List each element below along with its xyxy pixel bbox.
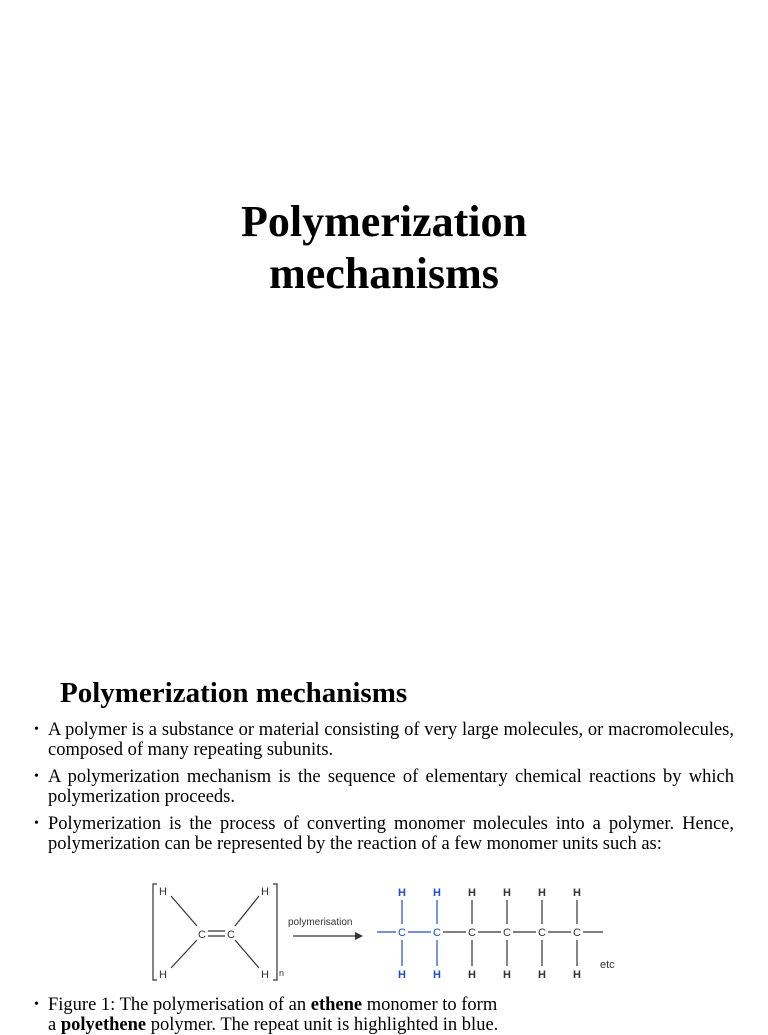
chain-hydrogen-label: H [398,887,406,899]
monomer-c-left: C [198,929,206,941]
monomer-h-top-left: H [159,886,167,898]
chain-carbon-label: C [503,927,511,939]
bullet-dot: • [34,816,39,831]
reaction-arrow [293,932,363,940]
chain-carbon-label: C [538,927,546,939]
chain-hydrogen-label: H [538,969,546,981]
slide-title-line-2: mechanisms [269,249,499,298]
chain-hydrogen-label: H [433,887,441,899]
chain-hydrogen-label: H [433,969,441,981]
caption-part: Figure 1: The polymerisation of an [48,995,311,1015]
chain-carbon-label: C [573,927,581,939]
arrow-label: polymerisation [288,917,353,928]
slide-title [0,196,768,300]
bullet-dot: • [34,722,39,737]
section-heading: Polymerization mechanisms [60,677,408,709]
polyethene-chain [377,887,603,981]
monomer-h-top-right: H [261,886,269,898]
monomer-subscript-n: n [279,968,285,978]
monomer-h-bottom-right: H [261,969,269,981]
chain-hydrogen-label: H [503,969,511,981]
bullet-item [34,995,734,1035]
bullet-dot: • [34,997,39,1012]
figure-caption [34,995,734,1035]
caption-ethene: ethene [310,995,363,1015]
chain-hydrogen-label: H [573,887,581,899]
caption-polyethene: polyethene [60,1015,147,1035]
ethene-monomer [153,884,277,980]
polymerisation-figure [145,878,625,988]
slide-title-line-1: Polymerization [241,197,527,246]
chain-hydrogen-label: H [573,969,581,981]
etc-label: etc [600,959,615,971]
chain-hydrogen-label: H [398,969,406,981]
bullet-dot: • [34,769,39,784]
chain-hydrogen-label: H [468,887,476,899]
chain-carbon-label: C [398,927,406,939]
bullet-text: A polymerization mechanism is the sequence of elementary chemical reactions by which polymerization proceeds. [48,767,734,807]
monomer-h-bottom-left: H [159,969,167,981]
caption-part: a [48,1015,61,1035]
caption-text [48,995,734,1035]
caption-part: monomer to form [362,995,498,1015]
chain-hydrogen-label: H [538,887,546,899]
bullet-text: A polymer is a substance or material consisting of very large molecules, or macromolecules, composed of many repeating subunits. [48,720,734,760]
monomer-c-right: C [227,929,235,941]
bullet-list [34,720,734,861]
bullet-item [34,720,734,760]
chain-carbon-label: C [433,927,441,939]
chain-hydrogen-label: H [468,969,476,981]
chain-carbon-label: C [468,927,476,939]
caption-part: polymer. The repeat unit is highlighted in blue. [146,1015,499,1035]
chain-hydrogen-label: H [503,887,511,899]
bullet-item [34,814,734,854]
bullet-item [34,767,734,807]
bullet-text: Polymerization is the process of converting monomer molecules into a polymer. Hence, polymerization can be represented by the reaction of a few monomer units such as: [48,814,734,854]
